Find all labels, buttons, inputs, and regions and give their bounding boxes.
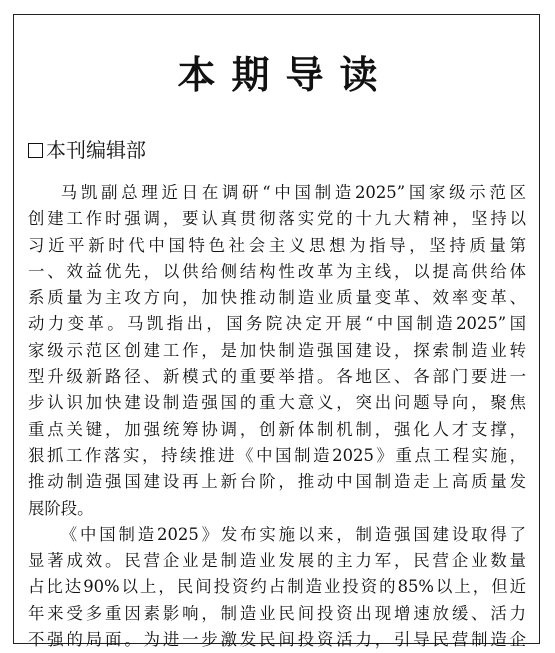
text-line: 推动制造强国建设再上新台阶，推动中国制造走上高质量发	[28, 472, 526, 492]
text-line: 显著成效。民营企业是制造业发展的主力军，民营企业数量	[28, 551, 526, 571]
square-bullet-icon	[28, 143, 43, 158]
text-line: 占比达90%以上，民间投资约占制造业投资的85%以上，但近	[28, 577, 526, 597]
byline	[28, 140, 146, 160]
text-line: 动力变革。马凯指出，国务院决定开展“中国制造2025”国	[28, 314, 526, 334]
text-line: 系质量为主攻方向，加快推动制造业质量变革、效率变革、	[28, 288, 526, 308]
text-line: 不强的局面。为进一步激发民间投资活力，引导民营制造企	[28, 630, 526, 650]
paragraph-1	[28, 180, 526, 522]
text-line: 重点关键，加强统筹协调，创新体制机制，强化人才支撑，	[28, 419, 526, 439]
text-line: 展阶段。	[28, 498, 94, 518]
text-line: 创建工作时强调，要认真贯彻落实党的十九大精神，坚持以	[28, 209, 526, 229]
article-body	[28, 180, 526, 653]
text-line: 一、效益优先，以供给侧结构性改革为主线，以提高供给体	[28, 261, 526, 281]
text-line: 步认识加快建设制造强国的重大意义，突出问题导向，聚焦	[28, 393, 526, 413]
text-line: 马凯副总理近日在调研“中国制造2025”国家级示范区	[60, 183, 526, 202]
page-title: 本期导读	[177, 52, 394, 97]
text-line: 《中国制造2025》发布实施以来，制造强国建设取得了	[60, 524, 526, 544]
paragraph-2	[28, 522, 526, 653]
text-line: 型升级新路径、新模式的重要举措。各地区、各部门要进一	[28, 367, 526, 387]
text-line: 家级示范区创建工作，是加快制造强国建设，探索制造业转	[28, 340, 526, 360]
text-line: 狠抓工作落实，持续推进《中国制造2025》重点工程实施，	[28, 445, 526, 465]
text-line: 年来受多重因素影响，制造业民间投资出现增速放缓、活力	[28, 603, 526, 623]
byline-label: 本刊编辑部	[46, 138, 146, 162]
text-line: 习近平新时代中国特色社会主义思想为指导，坚持质量第	[28, 235, 526, 255]
